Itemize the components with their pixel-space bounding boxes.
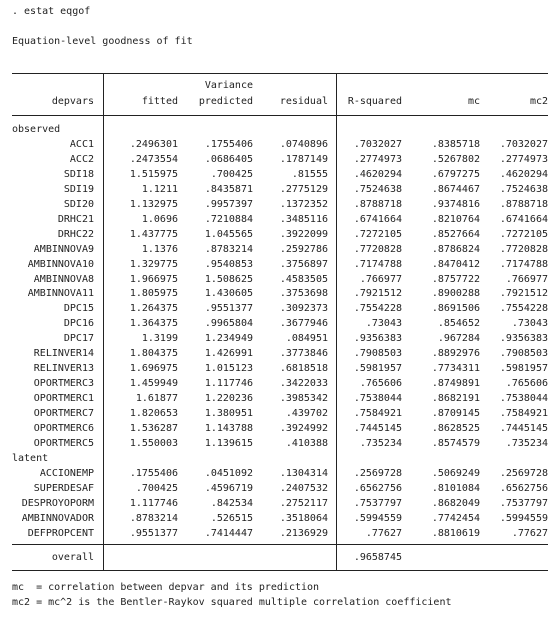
header-fitted: fitted (141, 96, 178, 107)
cell-residual: .1787149 (279, 153, 328, 165)
cell-fitted: .2473554 (129, 153, 178, 165)
cell-predicted: .9540853 (204, 258, 253, 270)
cell-mc: .8786824 (431, 243, 480, 255)
row-depvar-name: SDI20 (63, 198, 94, 210)
cell-mc: .854652 (437, 318, 480, 330)
cell-fitted: 1.264375 (129, 303, 178, 315)
cell-mc: .8527664 (431, 228, 480, 240)
cell-predicted: 1.426991 (204, 348, 253, 360)
cell-fitted: 1.536287 (129, 423, 178, 434)
cell-residual: .2592786 (279, 243, 328, 255)
cell-predicted: .9957397 (204, 198, 253, 210)
cell-mc2: .4620294 (499, 168, 548, 180)
cell-predicted: .4596719 (204, 482, 253, 494)
cell-mc: .8709145 (431, 408, 480, 419)
row-depvar-name: SDI18 (63, 168, 94, 180)
cell-predicted: 1.508625 (204, 273, 253, 285)
cell-fitted: 1.805975 (129, 288, 178, 300)
row-depvar-name: DPC17 (63, 333, 94, 345)
cell-residual: .3518064 (279, 512, 328, 524)
cell-mc: .8682191 (431, 393, 480, 405)
cell-predicted: .1755406 (204, 138, 253, 150)
cell-mc2: .7720828 (499, 243, 548, 255)
cell-fitted: .2496301 (129, 138, 178, 150)
row-depvar-name: DPC15 (63, 303, 94, 315)
cell-mc: .6797275 (431, 168, 480, 180)
cell-residual: .1372352 (279, 198, 328, 210)
cell-rsquared: .7537797 (353, 497, 402, 509)
cell-mc2: .2569728 (499, 467, 548, 479)
cell-mc2: .735234 (505, 437, 548, 449)
cell-predicted: .9551377 (204, 303, 253, 315)
cell-mc2: .7537797 (499, 497, 548, 509)
cell-fitted: 1.0696 (141, 213, 178, 225)
row-depvar-name: SUPERDESAF (33, 482, 94, 494)
cell-residual: .3092373 (279, 303, 328, 315)
cell-rsquared: .9356383 (353, 333, 402, 345)
row-depvar-name: OPORTMERC7 (33, 408, 94, 419)
cell-fitted: .1755406 (129, 467, 178, 479)
cell-rsquared: .73043 (365, 318, 402, 330)
row-depvar-name: ACC1 (69, 138, 94, 150)
cell-fitted: 1.804375 (129, 348, 178, 360)
cell-predicted: 1.015123 (204, 363, 253, 375)
cell-residual: .0740896 (279, 138, 328, 150)
cell-rsquared: .2569728 (353, 467, 402, 479)
cell-residual: .3677946 (279, 318, 328, 330)
cell-mc2: .7445145 (499, 423, 548, 434)
cell-rsquared: .6562756 (353, 482, 402, 494)
output-title: Equation-level goodness of fit (12, 36, 193, 47)
cell-predicted: 1.220236 (204, 393, 253, 405)
row-depvar-name: DESPROYOPORM (21, 497, 94, 509)
cell-rsquared: .5981957 (353, 363, 402, 375)
cell-mc2: .8788718 (499, 198, 548, 210)
row-depvar-name: DRHC21 (57, 213, 94, 225)
cell-rsquared: .77627 (365, 527, 402, 539)
cell-fitted: 1.329775 (129, 258, 178, 270)
cell-residual: .3485116 (279, 213, 328, 225)
cell-mc2: .7174788 (499, 258, 548, 270)
header-predicted: predicted (198, 96, 253, 107)
row-depvar-name: SDI19 (63, 183, 94, 195)
cell-predicted: .9965804 (204, 318, 253, 330)
cell-predicted: .0686405 (204, 153, 253, 165)
overall-rule (12, 544, 548, 545)
cell-mc2: .77627 (511, 527, 548, 539)
cell-mc2: .7921512 (499, 288, 548, 300)
row-depvar-name: OPORTMERC5 (33, 437, 94, 449)
overall-label: overall (51, 552, 94, 563)
cell-mc2: .5981957 (499, 363, 548, 375)
cell-rsquared: .7908503 (353, 348, 402, 360)
cell-residual: .3753698 (279, 288, 328, 300)
cell-fitted: 1.132975 (129, 198, 178, 210)
cell-mc: .8900288 (431, 288, 480, 300)
cell-rsquared: .7921512 (353, 288, 402, 300)
cell-mc: .8674467 (431, 183, 480, 195)
cell-mc2: .7272105 (499, 228, 548, 240)
cell-mc: .8757722 (431, 273, 480, 285)
cell-rsquared: .7174788 (353, 258, 402, 270)
cell-mc2: .2774973 (499, 153, 548, 165)
cell-residual: .084951 (285, 333, 328, 345)
cell-predicted: .700425 (210, 168, 253, 180)
column-separator-right (336, 74, 337, 571)
cell-mc2: .7908503 (499, 348, 548, 360)
cell-mc2: .5994559 (499, 512, 548, 524)
cell-rsquared: .766977 (359, 273, 402, 285)
cell-predicted: .7414447 (204, 527, 253, 539)
cell-mc2: .7032027 (499, 138, 548, 150)
row-depvar-name: AMBINNOVADOR (21, 512, 94, 524)
row-depvar-name: ACC2 (69, 153, 94, 165)
row-depvar-name: RELINVER13 (33, 363, 94, 375)
table-top-rule (12, 73, 548, 74)
cell-mc2: .7538044 (499, 393, 548, 405)
cell-fitted: 1.459949 (129, 378, 178, 390)
cell-fitted: .9551377 (129, 527, 178, 539)
cell-residual: .410388 (285, 437, 328, 449)
cell-mc: .8691506 (431, 303, 480, 315)
column-separator-left (103, 74, 104, 571)
cell-fitted: 1.61877 (135, 393, 178, 405)
cell-mc2: .6562756 (499, 482, 548, 494)
cell-mc: .5267802 (431, 153, 480, 165)
section-label: latent (12, 452, 49, 464)
cell-fitted: 1.437775 (129, 228, 178, 240)
cell-rsquared: .7524638 (353, 183, 402, 195)
cell-rsquared: .2774973 (353, 153, 402, 165)
header-variance: Variance (204, 80, 253, 91)
cell-predicted: 1.139615 (204, 437, 253, 449)
cell-mc: .8470412 (431, 258, 480, 270)
cell-rsquared: .7032027 (353, 138, 402, 150)
cell-residual: .3985342 (279, 393, 328, 405)
cell-fitted: .700425 (135, 482, 178, 494)
cell-residual: .2407532 (279, 482, 328, 494)
row-depvar-name: OPORTMERC1 (33, 393, 94, 405)
cell-mc2: .73043 (511, 318, 548, 330)
cell-rsquared: .765606 (359, 378, 402, 390)
cell-fitted: 1.550003 (129, 437, 178, 449)
cell-mc: .8892976 (431, 348, 480, 360)
cell-fitted: 1.364375 (129, 318, 178, 330)
cell-predicted: .842534 (210, 497, 253, 509)
row-depvar-name: OPORTMERC3 (33, 378, 94, 390)
row-depvar-name: DEFPROPCENT (27, 527, 94, 539)
cell-rsquared: .4620294 (353, 168, 402, 180)
cell-residual: .3773846 (279, 348, 328, 360)
header-residual: residual (279, 96, 328, 107)
cell-mc: .8101084 (431, 482, 480, 494)
cell-mc2: .6741664 (499, 213, 548, 225)
cell-fitted: 1.515975 (129, 168, 178, 180)
footnote-mc2: mc2 = mc^2 is the Bentler-Raykov squared multiple correlation coefficient (12, 597, 452, 608)
cell-fitted: 1.3199 (141, 333, 178, 345)
cell-mc: .8749891 (431, 378, 480, 390)
cell-mc: .967284 (437, 333, 480, 345)
section-label: observed (12, 124, 61, 135)
cell-predicted: 1.045565 (204, 228, 253, 240)
cell-mc: .8385718 (431, 138, 480, 150)
cell-residual: .2775129 (279, 183, 328, 195)
cell-mc: .5069249 (431, 467, 480, 479)
header-mc2: mc2 (529, 96, 548, 107)
cell-mc: .7742454 (431, 512, 480, 524)
row-depvar-name: RELINVER14 (33, 348, 94, 360)
row-depvar-name: DRHC22 (57, 228, 94, 240)
cell-residual: .4583505 (279, 273, 328, 285)
header-rsquared: R-squared (347, 96, 402, 107)
cell-predicted: 1.234949 (204, 333, 253, 345)
cell-mc2: .7584921 (499, 408, 548, 419)
cell-residual: .3922099 (279, 228, 328, 240)
cell-mc: .8682049 (431, 497, 480, 509)
row-depvar-name: ACCIONEMP (39, 467, 94, 479)
cell-mc2: .7524638 (499, 183, 548, 195)
cell-predicted: .8783214 (204, 243, 253, 255)
cell-mc: .8628525 (431, 423, 480, 434)
cell-residual: .3422033 (279, 378, 328, 390)
cell-fitted: 1.1376 (141, 243, 178, 255)
row-depvar-name: AMBINNOVA9 (33, 243, 94, 255)
cell-residual: .3924992 (279, 423, 328, 434)
footnote-mc: mc = correlation between depvar and its prediction (12, 582, 320, 593)
cell-residual: .3756897 (279, 258, 328, 270)
cell-predicted: 1.380951 (204, 408, 253, 419)
cell-fitted: 1.696975 (129, 363, 178, 375)
row-depvar-name: AMBINNOVA8 (33, 273, 94, 285)
cell-mc: .7734311 (431, 363, 480, 375)
header-rule (12, 115, 548, 116)
cell-mc2: .9356383 (499, 333, 548, 345)
row-depvar-name: OPORTMERC6 (33, 423, 94, 434)
cell-mc: .8210764 (431, 213, 480, 225)
cell-mc2: .765606 (505, 378, 548, 390)
table-bottom-rule (12, 570, 548, 571)
cell-fitted: 1.117746 (129, 497, 178, 509)
cell-rsquared: .7272105 (353, 228, 402, 240)
cell-rsquared: .7584921 (353, 408, 402, 419)
cell-residual: .439702 (285, 408, 328, 419)
cell-rsquared: .5994559 (353, 512, 402, 524)
cell-mc: .8574579 (431, 437, 480, 449)
cell-predicted: .8435871 (204, 183, 253, 195)
cell-predicted: .7210884 (204, 213, 253, 225)
cell-residual: .1304314 (279, 467, 328, 479)
cell-predicted: 1.430605 (204, 288, 253, 300)
cell-predicted: .0451092 (204, 467, 253, 479)
cell-fitted: 1.1211 (141, 183, 178, 195)
row-depvar-name: DPC16 (63, 318, 94, 330)
cell-residual: .2752117 (279, 497, 328, 509)
cell-rsquared: .7720828 (353, 243, 402, 255)
cell-fitted: .8783214 (129, 512, 178, 524)
cell-predicted: .526515 (210, 512, 253, 524)
overall-rsquared: .9658745 (353, 552, 402, 563)
cell-mc2: .766977 (505, 273, 548, 285)
cell-residual: .6818518 (279, 363, 328, 375)
cell-fitted: 1.820653 (129, 408, 178, 419)
cell-rsquared: .735234 (359, 437, 402, 449)
cell-rsquared: .8788718 (353, 198, 402, 210)
cell-rsquared: .7445145 (353, 423, 402, 434)
header-mc: mc (467, 96, 480, 107)
cell-residual: .81555 (291, 168, 328, 180)
cell-mc: .9374816 (431, 198, 480, 210)
cell-rsquared: .7554228 (353, 303, 402, 315)
cell-predicted: 1.117746 (204, 378, 253, 390)
command-line: . estat eqgof (12, 6, 91, 17)
header-depvars: depvars (51, 96, 94, 107)
cell-mc: .8810619 (431, 527, 480, 539)
cell-residual: .2136929 (279, 527, 328, 539)
cell-predicted: 1.143788 (204, 423, 253, 434)
row-depvar-name: AMBINNOVA10 (27, 258, 94, 270)
row-depvar-name: AMBINNOVA11 (27, 288, 94, 300)
cell-rsquared: .7538044 (353, 393, 402, 405)
cell-rsquared: .6741664 (353, 213, 402, 225)
cell-mc2: .7554228 (499, 303, 548, 315)
cell-fitted: 1.966975 (129, 273, 178, 285)
